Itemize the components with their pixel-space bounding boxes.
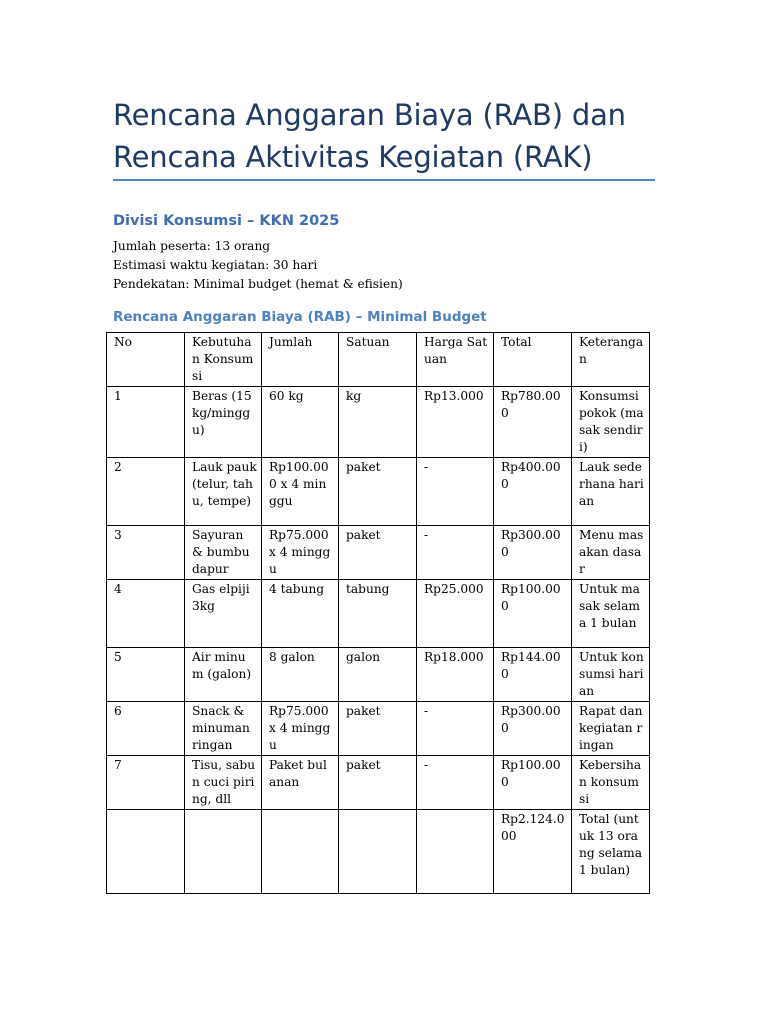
cell-jumlah: Paket bulanan [262, 756, 339, 810]
cell-keterangan: Rapat dan kegiatan ringan [572, 702, 650, 756]
cell-keterangan: Kebersihan konsumsi [572, 756, 650, 810]
cell-kebutuhan: Sayuran & bumbu dapur [185, 526, 262, 580]
cell-jumlah: 60 kg [262, 387, 339, 458]
cell-keterangan: Untuk konsumsi harian [572, 648, 650, 702]
cell-total: Rp100.000 [494, 580, 572, 648]
header-no: No [107, 333, 185, 387]
title-underline [113, 179, 655, 181]
cell-no: 2 [107, 458, 185, 526]
cell-satuan: paket [339, 458, 417, 526]
cell-kebutuhan: Gas elpiji 3kg [185, 580, 262, 648]
cell-harga-satuan: - [417, 756, 494, 810]
cell-harga-satuan: - [417, 458, 494, 526]
cell-total: Rp144.000 [494, 648, 572, 702]
cell-jumlah: Rp75.000 x 4 minggu [262, 702, 339, 756]
cell-satuan: galon [339, 648, 417, 702]
cell-grand-total: Rp2.124.000 [494, 810, 572, 894]
cell-kebutuhan: Beras (15 kg/minggu) [185, 387, 262, 458]
cell-kebutuhan: Tisu, sabun cuci piring, dll [185, 756, 262, 810]
cell-jumlah: 8 galon [262, 648, 339, 702]
cell-no: 5 [107, 648, 185, 702]
header-satuan: Satuan [339, 333, 417, 387]
cell-jumlah: Rp75.000 x 4 minggu [262, 526, 339, 580]
title-line-1: Rencana Anggaran Biaya (RAB) dan [113, 98, 626, 132]
cell-harga-satuan: Rp25.000 [417, 580, 494, 648]
cell-harga-satuan: Rp13.000 [417, 387, 494, 458]
cell-kebutuhan: Air minum (galon) [185, 648, 262, 702]
cell-keterangan: Lauk sederhana harian [572, 458, 650, 526]
cell-no: 6 [107, 702, 185, 756]
header-harga-satuan: Harga Satuan [417, 333, 494, 387]
cell-no: 7 [107, 756, 185, 810]
cell-harga-satuan: - [417, 526, 494, 580]
header-total: Total [494, 333, 572, 387]
cell-kebutuhan [185, 810, 262, 894]
cell-total-note: Total (untuk 13 orang selama 1 bulan) [572, 810, 650, 894]
table-header-row [107, 333, 650, 387]
cell-keterangan: Untuk masak selama 1 bulan [572, 580, 650, 648]
cell-total: Rp300.000 [494, 702, 572, 756]
table-total-row [107, 810, 650, 894]
info-duration: Estimasi waktu kegiatan: 30 hari [113, 258, 318, 272]
cell-keterangan: Konsumsi pokok (masak sendiri) [572, 387, 650, 458]
cell-satuan: tabung [339, 580, 417, 648]
title-line-2: Rencana Aktivitas Kegiatan (RAK) [113, 140, 593, 174]
table-row [107, 458, 650, 526]
table-row [107, 756, 650, 810]
info-block [113, 237, 403, 294]
cell-total: Rp400.000 [494, 458, 572, 526]
info-participants: Jumlah peserta: 13 orang [113, 239, 271, 253]
info-approach: Pendekatan: Minimal budget (hemat & efisien) [113, 277, 403, 291]
cell-satuan: paket [339, 702, 417, 756]
cell-satuan: paket [339, 526, 417, 580]
division-heading: Divisi Konsumsi – KKN 2025 [113, 213, 340, 229]
cell-jumlah [262, 810, 339, 894]
rab-table [106, 332, 650, 894]
table-row [107, 526, 650, 580]
header-jumlah: Jumlah [262, 333, 339, 387]
cell-no: 3 [107, 526, 185, 580]
cell-kebutuhan: Lauk pauk (telur, tahu, tempe) [185, 458, 262, 526]
table-row [107, 648, 650, 702]
cell-total: Rp300.000 [494, 526, 572, 580]
cell-jumlah: 4 tabung [262, 580, 339, 648]
cell-no: 1 [107, 387, 185, 458]
cell-keterangan: Menu masakan dasar [572, 526, 650, 580]
cell-total: Rp100.000 [494, 756, 572, 810]
table-row [107, 387, 650, 458]
document-title [113, 94, 658, 178]
cell-satuan: paket [339, 756, 417, 810]
cell-satuan [339, 810, 417, 894]
cell-total: Rp780.000 [494, 387, 572, 458]
table-row [107, 580, 650, 648]
cell-no [107, 810, 185, 894]
header-keterangan: Keterangan [572, 333, 650, 387]
cell-harga-satuan: - [417, 702, 494, 756]
table-row [107, 702, 650, 756]
cell-kebutuhan: Snack & minuman ringan [185, 702, 262, 756]
cell-harga-satuan [417, 810, 494, 894]
cell-harga-satuan: Rp18.000 [417, 648, 494, 702]
header-kebutuhan: Kebutuhan Konsumsi [185, 333, 262, 387]
cell-no: 4 [107, 580, 185, 648]
cell-satuan: kg [339, 387, 417, 458]
rab-section-heading: Rencana Anggaran Biaya (RAB) – Minimal Budget [113, 309, 487, 325]
cell-jumlah: Rp100.000 x 4 minggu [262, 458, 339, 526]
